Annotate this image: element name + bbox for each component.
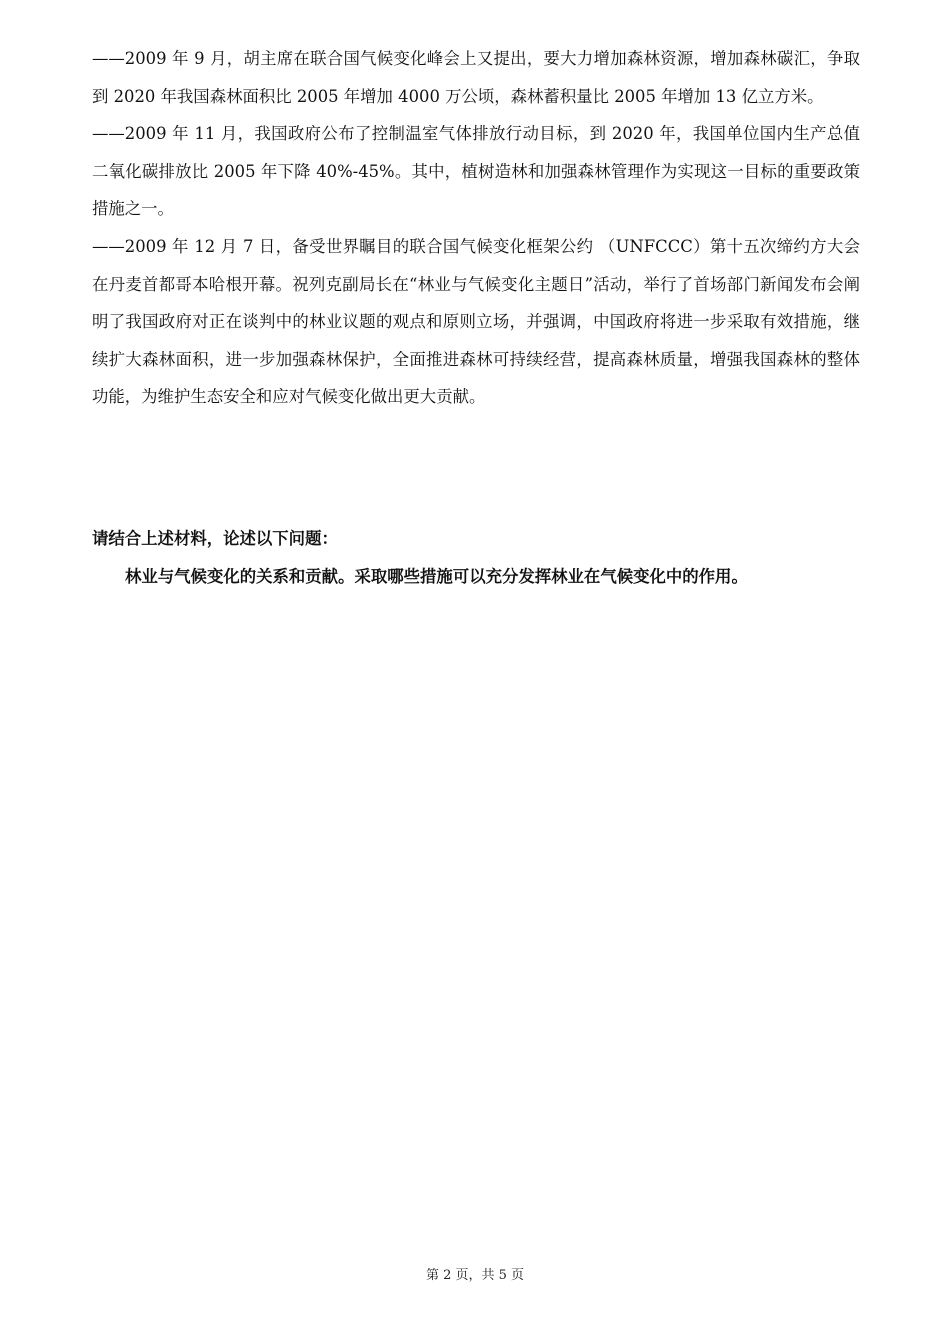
paragraph-2009-dec: ——2009 年 12 月 7 日，备受世界瞩目的联合国气候变化框架公约 （UNFCCC）第十五次缔约方大会在丹麦首都哥本哈根开幕。祝列克副局长在“林业与气候变化主题日”活动，举行了首场部门新闻发布会阐明了我国政府对正在谈判中的林业议题的观点和原则立场，并强调，中国政府将进一步采取有效措施，继续扩大森林面积，进一步加强森林保护，全面推进森林可持续经营，提高森林质量，增强我国森林的整体功能，为维护生态安全和应对气候变化做出更大贡献。 bbox=[92, 236, 860, 407]
question-heading: 请结合上述材料，论述以下问题： bbox=[92, 529, 338, 548]
material-section bbox=[92, 40, 860, 416]
question-body: 林业与气候变化的关系和贡献。采取哪些措施可以充分发挥林业在气候变化中的作用。 bbox=[125, 567, 748, 586]
question-section bbox=[92, 524, 860, 592]
paragraph-2009-nov: ——2009 年 11 月，我国政府公布了控制温室气体排放行动目标，到 2020 年，我国单位国内生产总值二氧化碳排放比 2005 年下降 40%-45%。其中，植树造林和加强森林管理作为实现这一目标的重要政策措施之一。 bbox=[92, 124, 860, 219]
page-number-footer: 第 2 页，共 5 页 bbox=[425, 1268, 525, 1283]
paragraph-2009-sep: ——2009 年 9 月，胡主席在联合国气候变化峰会上又提出，要大力增加森林资源，增加森林碳汇，争取到 2020 年我国森林面积比 2005 年增加 4000 万公顷，森林蓄积量比 2005 年增加 13 亿立方米。 bbox=[92, 49, 860, 106]
